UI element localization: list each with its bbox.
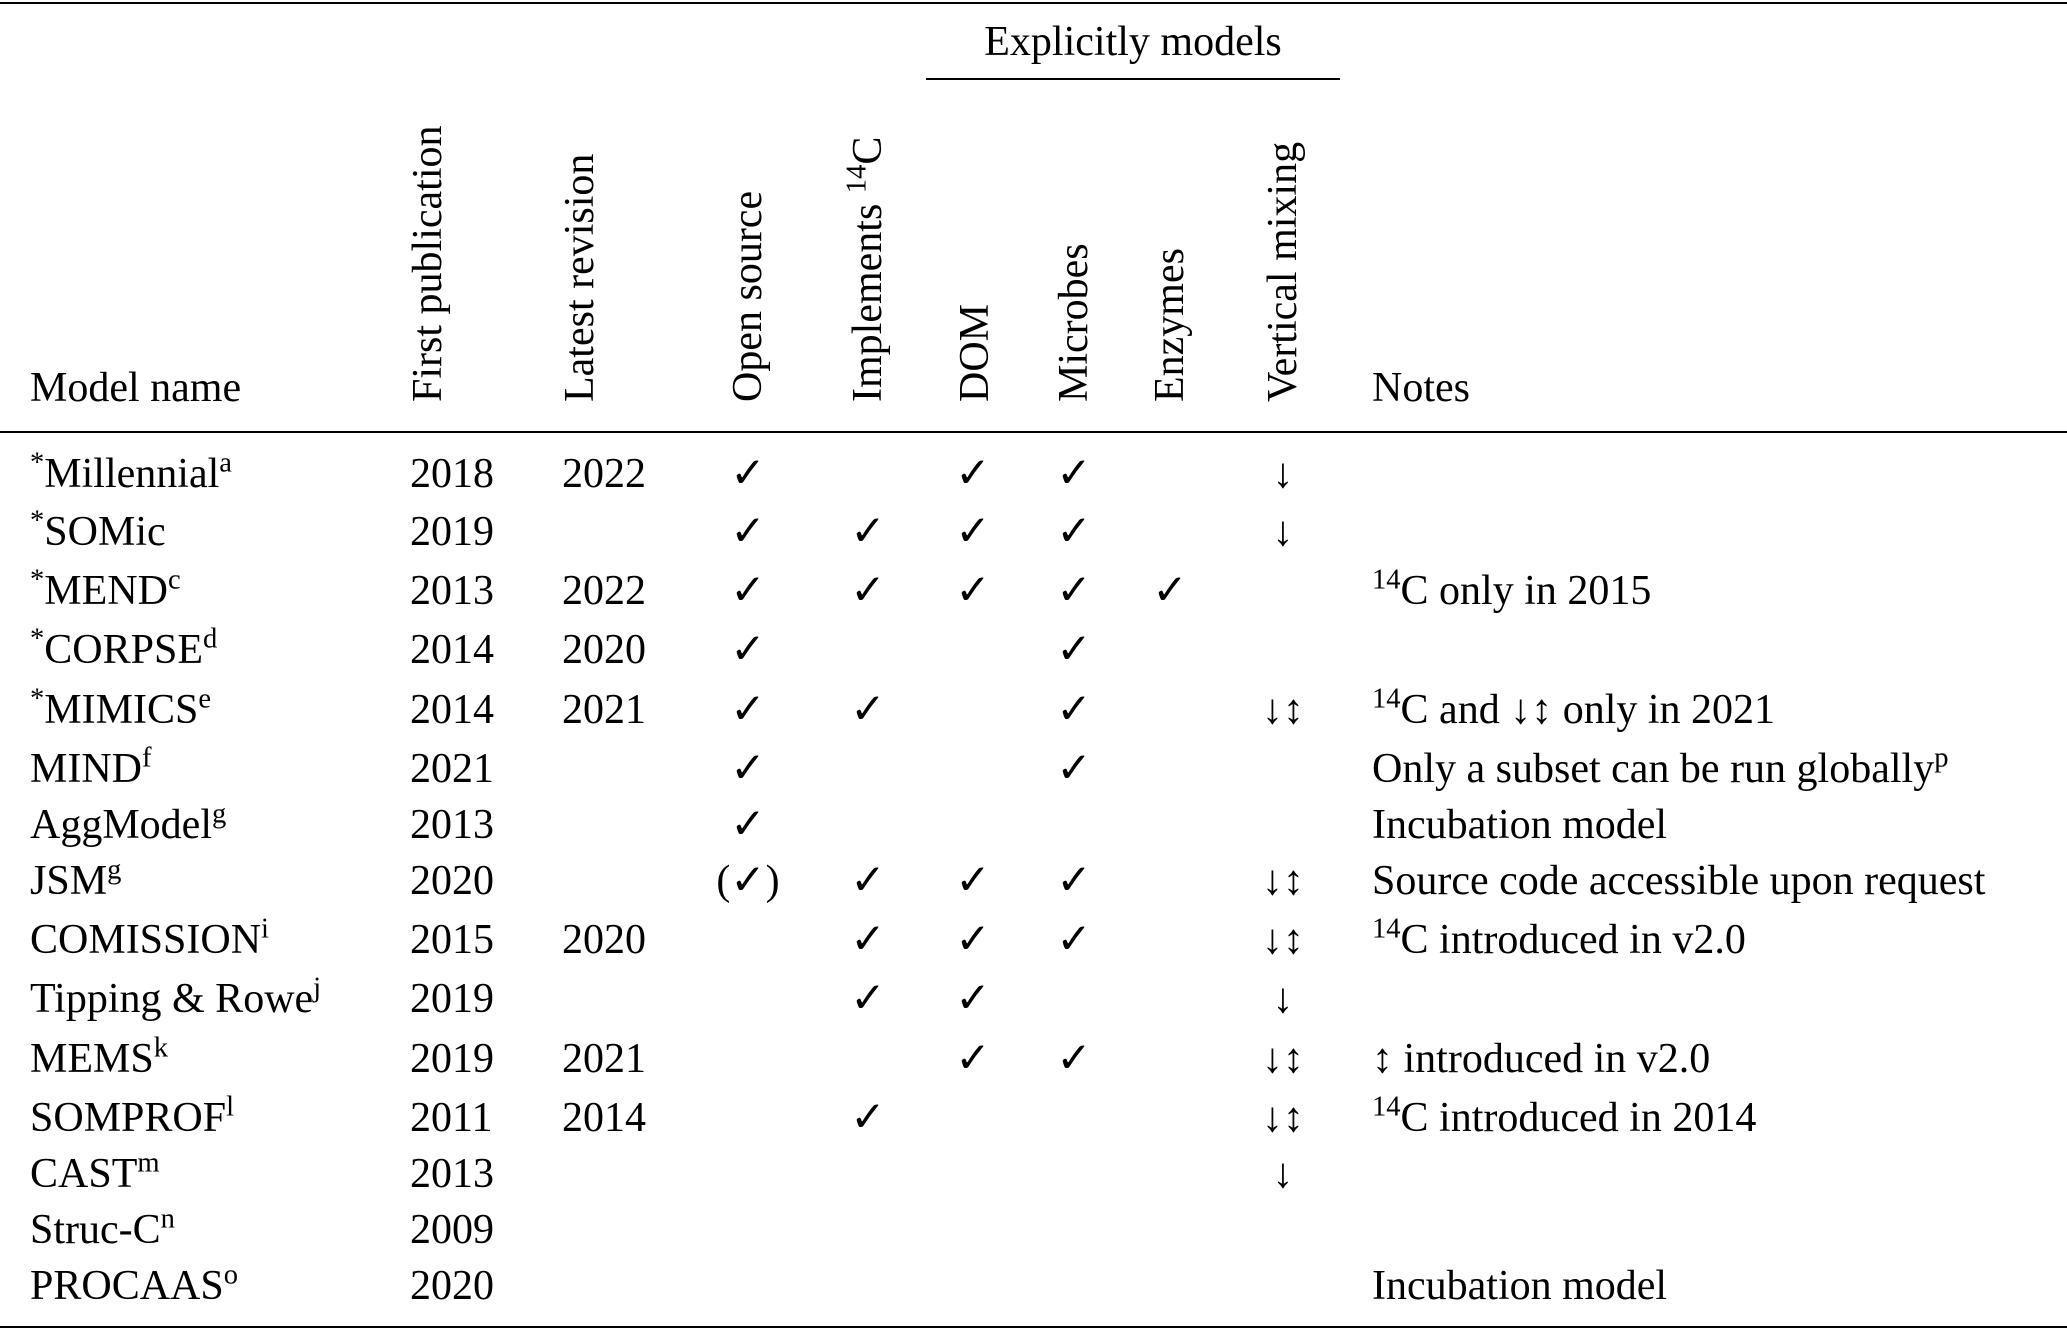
model-name-footnote: m [137,1147,160,1179]
notes-cell [1372,740,1948,798]
model-name-footnote: c [167,564,181,596]
table-row [0,1145,2067,1203]
vertical-mixing-cell: ↓↕ [1262,687,1304,733]
model-name-cell [30,681,211,739]
table-row [0,1030,2067,1088]
dom-cell: ✓ [955,509,991,555]
model-name-footnote: n [160,1203,175,1235]
first-publication-cell: 2013 [410,1151,494,1197]
table-row [0,445,2067,503]
model-name-footnote: e [198,683,211,715]
latest-revision-cell: 2021 [562,1036,646,1082]
model-name: COMISSION [30,917,262,963]
open-source-cell: ✓ [730,746,766,792]
model-name-footnote: a [219,447,232,479]
latest-revision-cell: 2020 [562,627,646,673]
model-name-footnote: d [203,623,218,655]
table-row [0,681,2067,739]
table-row [0,852,2067,910]
implements-14c-cell: ✓ [850,858,886,904]
group-header-rule [926,78,1340,80]
dom-cell: ✓ [955,451,991,497]
model-name-footnote: f [142,742,152,774]
model-name-cell [30,1201,175,1259]
model-name-footnote: l [226,1091,235,1123]
microbes-cell: ✓ [1056,509,1092,555]
first-publication-cell: 2019 [410,1036,494,1082]
vertical-mixing-cell: ↓↕ [1262,858,1304,904]
model-name: CAST [30,1151,138,1197]
group-header-explicitly-models: Explicitly models [984,19,1282,65]
model-name-footnote: k [153,1032,168,1064]
first-publication-cell: 2020 [410,858,494,904]
model-name: MIMICS [44,687,199,733]
vertical-mixing-cell: ↓↕ [1262,917,1304,963]
header-first-publication: First publication [405,125,451,402]
model-name: Tipping & Rowe [30,976,314,1022]
open-source-cell: ✓ [730,627,766,673]
model-name-footnote: j [313,972,322,1004]
model-name: CORPSE [44,627,204,673]
model-name-cell [30,970,321,1028]
first-publication-cell: 2013 [410,802,494,848]
table-bottom-rule [0,1326,2067,1328]
model-name-prefix: * [30,623,45,655]
header-microbes: Microbes [1051,243,1097,402]
first-publication-cell: 2009 [410,1207,494,1253]
notes-cell [1372,681,1775,739]
open-source-cell: ✓ [730,687,766,733]
vertical-mixing-cell: ↓ [1272,509,1294,555]
header-latest-revision: Latest revision [557,153,603,402]
model-name: Millennial [44,451,220,497]
table-top-rule [0,2,2067,4]
model-name-cell [30,1030,168,1088]
microbes-cell: ✓ [1056,1036,1092,1082]
first-publication-cell: 2015 [410,917,494,963]
microbes-cell: ✓ [1056,858,1092,904]
note-text: Incubation model [1372,802,1668,848]
model-name: JSM [30,858,108,904]
latest-revision-cell: 2022 [562,451,646,497]
table-row [0,740,2067,798]
model-name-cell [30,796,226,854]
microbes-cell: ✓ [1056,746,1092,792]
table-row [0,621,2067,679]
dom-cell: ✓ [955,917,991,963]
note-footnote: p [1934,742,1949,774]
model-name-prefix: * [30,505,45,537]
note-leading-sup: 14 [1372,913,1401,945]
notes-cell [1372,796,1667,854]
note-text: ↕ introduced in v2.0 [1372,1036,1711,1082]
enzymes-cell: ✓ [1152,568,1188,614]
vertical-mixing-cell: ↓ [1272,976,1294,1022]
microbes-cell: ✓ [1056,917,1092,963]
vertical-mixing-cell: ↓ [1272,451,1294,497]
model-name-cell [30,445,232,503]
notes-cell [1372,911,1746,969]
first-publication-cell: 2020 [410,1263,494,1309]
open-source-cell: ✓ [730,568,766,614]
model-name-cell [30,911,269,969]
model-name: MIND [30,746,142,792]
first-publication-cell: 2021 [410,746,494,792]
table-row [0,503,2067,561]
header-notes: Notes [1372,365,1470,411]
model-name-footnote: g [107,854,122,886]
table-row [0,911,2067,969]
notes-cell [1372,562,1651,620]
notes-cell [1372,1089,1756,1147]
model-name: SOMPROF [30,1095,227,1141]
vertical-mixing-cell: ↓ [1272,1151,1294,1197]
first-publication-cell: 2019 [410,976,494,1022]
first-publication-cell: 2019 [410,509,494,555]
header-open-source: Open source [725,190,771,402]
model-name-footnote: g [212,798,227,830]
model-name-prefix: * [30,683,45,715]
note-leading-sup: 14 [1372,1091,1401,1123]
first-publication-cell: 2014 [410,627,494,673]
note-text: C introduced in 2014 [1400,1095,1757,1141]
dom-cell: ✓ [955,568,991,614]
microbes-cell: ✓ [1056,451,1092,497]
table-row [0,1089,2067,1147]
header-enzymes: Enzymes [1147,248,1193,402]
first-publication-cell: 2018 [410,451,494,497]
open-source-cell: (✓) [716,858,780,904]
model-name: SOMic [44,509,166,555]
implements-14c-cell: ✓ [850,917,886,963]
open-source-cell: ✓ [730,802,766,848]
notes-cell [1372,852,1985,910]
dom-cell: ✓ [955,1036,991,1082]
model-name-cell [30,740,152,798]
implements-14c-cell: ✓ [850,509,886,555]
latest-revision-cell: 2022 [562,568,646,614]
table-row [0,796,2067,854]
note-leading-sup: 14 [1372,683,1401,715]
note-text: Incubation model [1372,1263,1668,1309]
implements-14c-cell: ✓ [850,687,886,733]
model-name-cell [30,1145,160,1203]
note-text: C only in 2015 [1400,568,1652,614]
open-source-cell: ✓ [730,451,766,497]
note-text: Source code accessible upon request [1372,858,1986,904]
model-name-cell [30,503,166,561]
model-name: MEMS [30,1036,154,1082]
model-name-cell [30,621,217,679]
microbes-cell: ✓ [1056,568,1092,614]
notes-cell [1372,1030,1710,1088]
model-name-prefix: * [30,564,45,596]
latest-revision-cell: 2014 [562,1095,646,1141]
vertical-mixing-cell: ↓↕ [1262,1036,1304,1082]
header-vertical-mixing: Vertical mixing [1260,141,1306,402]
table-row [0,562,2067,620]
table-row [0,1201,2067,1259]
model-name: MEND [44,568,168,614]
model-name-cell [30,562,181,620]
model-name: AggModel [30,802,212,848]
note-leading-sup: 14 [1372,564,1401,596]
table-header-rule [0,431,2067,433]
model-name-prefix: * [30,447,45,479]
header-implements-14c: Implements $^{14}$C [841,136,891,402]
microbes-cell: ✓ [1056,687,1092,733]
first-publication-cell: 2011 [410,1095,493,1141]
model-name-cell [30,1257,238,1315]
model-name-footnote: o [223,1259,239,1291]
latest-revision-cell: 2021 [562,687,646,733]
note-text: C introduced in v2.0 [1400,917,1746,963]
dom-cell: ✓ [955,976,991,1022]
microbes-cell: ✓ [1056,627,1092,673]
note-text: Only a subset can be run globally [1372,746,1935,792]
header-model-name: Model name [30,365,242,411]
table-row [0,970,2067,1028]
dom-cell: ✓ [955,858,991,904]
open-source-cell: ✓ [730,509,766,555]
implements-14c-cell: ✓ [850,976,886,1022]
model-name-cell [30,852,121,910]
first-publication-cell: 2014 [410,687,494,733]
first-publication-cell: 2013 [410,568,494,614]
implements-14c-cell: ✓ [850,1095,886,1141]
latest-revision-cell: 2020 [562,917,646,963]
notes-cell [1372,1257,1667,1315]
implements-14c-cell: ✓ [850,568,886,614]
table-row [0,1257,2067,1315]
model-name-footnote: i [261,913,269,945]
model-name: PROCAAS [30,1263,224,1309]
note-text: C and ↓↕ only in 2021 [1400,687,1776,733]
model-name: Struc-C [30,1207,161,1253]
vertical-mixing-cell: ↓↕ [1262,1095,1304,1141]
model-name-cell [30,1089,234,1147]
header-dom: DOM [952,303,998,402]
